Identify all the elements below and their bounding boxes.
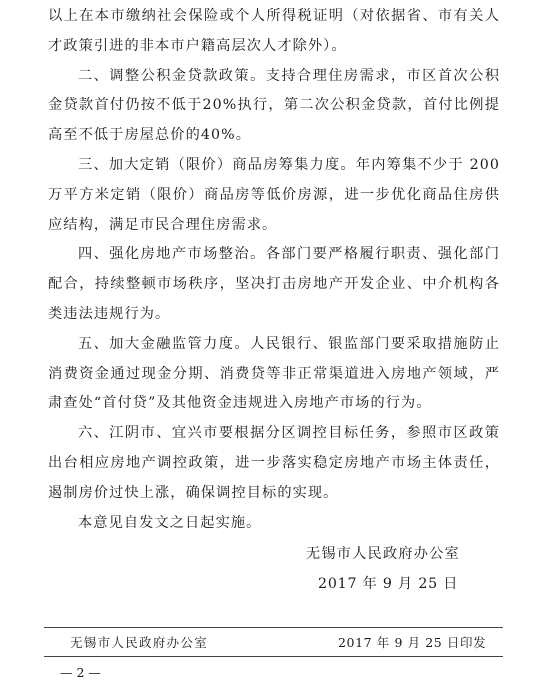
paragraph-effective-date: 本意见自发文之日起实施。 <box>78 514 262 531</box>
paragraph-continuation: 以上在本市缴纳社会保险或个人所得税证明（对依据省、市有关人才政策引进的非本市户籍高层次人才除外）。 <box>48 8 500 54</box>
signature-organization: 无锡市人民政府办公室 <box>306 546 460 562</box>
paragraph-market-regulation: 四、强化房地产市场整治。各部门要严格履行职责、强化部门配合，持续整顿市场秩序，坚决打击房地产开发企业、中介机构各类违法违规行为。 <box>48 246 500 322</box>
signature-date: 2017 年 9 月 25 日 <box>318 576 459 592</box>
paragraph-provident-fund-loan: 二、调整公积金贷款政策。支持合理住房需求，市区首次公积金贷款首付仍按不低于20%执行，第二次公积金贷款，首付比例提高至不低于房屋总价的40%。 <box>48 67 500 144</box>
page-number: — 2 — <box>60 665 101 680</box>
footer-bottom-rule <box>44 656 503 657</box>
footer-issue-date: 2017 年 9 月 25 日印发 <box>338 635 487 650</box>
paragraph-county-level-cities: 六、江阴市、宜兴市要根据分区调控目标任务，参照市区政策出台相应房地产调控政策，进一步落实稳定房地产市场主体责任，遏制房价过快上涨，确保调控目标的实现。 <box>48 425 500 501</box>
paragraph-financial-supervision: 五、加大金融监管力度。人民银行、银监部门要采取措施防止消费资金通过现金分期、消费贷等非正常渠道进入房地产领域，严肃查处“首付贷”及其他资金违规进入房地产市场的行为。 <box>48 335 500 412</box>
footer-issuer: 无锡市人民政府办公室 <box>70 635 209 650</box>
document-body <box>48 2 500 538</box>
paragraph-price-limited-housing: 三、加大定销（限价）商品房筹集力度。年内筹集不少于 200 万平方米定销（限价）商品房等低价房源，进一步优化商品住房供应结构，满足市民合理住房需求。 <box>48 156 500 233</box>
footer-top-rule <box>44 627 503 628</box>
